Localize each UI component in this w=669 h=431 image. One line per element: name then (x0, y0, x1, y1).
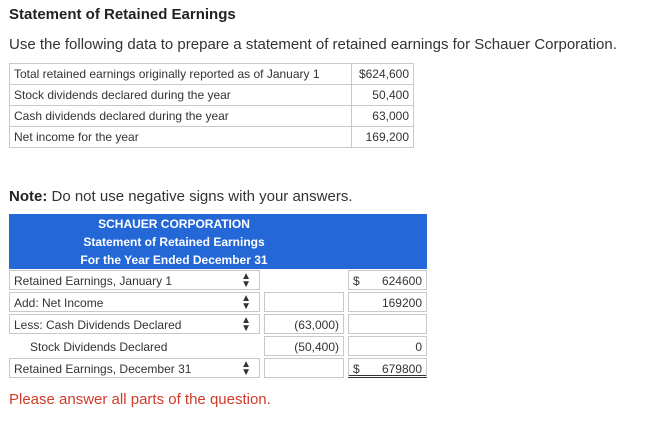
amount-input-col1[interactable] (264, 358, 344, 378)
data-label: Cash dividends declared during the year (10, 106, 352, 127)
amount-input-col1[interactable] (264, 292, 344, 312)
statement-row (9, 357, 427, 379)
data-label: Stock dividends declared during the year (10, 85, 352, 106)
account-label-text: Stock Dividends Declared (30, 340, 168, 354)
amount-input-col1[interactable]: (63,000) (264, 314, 344, 334)
statement-row (9, 269, 427, 291)
table-row (10, 64, 414, 85)
instructions-text: Use the following data to prepare a statement of retained earnings for Schauer Corporation. (9, 36, 617, 53)
note-text (9, 188, 352, 205)
dollar-sign: $ (353, 362, 360, 376)
amount-input-col1[interactable] (264, 270, 344, 290)
amount-value: 679800 (381, 362, 422, 376)
statement-name: Statement of Retained Earnings (83, 235, 265, 249)
account-select-value: Less: Cash Dividends Declared (14, 318, 182, 332)
statement-header (9, 214, 427, 269)
statement-row (9, 291, 427, 313)
note-body: Do not use negative signs with your answers. (47, 188, 353, 205)
dollar-sign: $ (353, 274, 360, 288)
amount-input-col1[interactable]: (50,400) (264, 336, 344, 356)
amount-value: 624600 (381, 274, 422, 288)
account-label (9, 336, 260, 356)
data-value: 63,000 (352, 106, 414, 127)
statement-period: For the Year Ended December 31 (80, 253, 268, 267)
account-select-value: Retained Earnings, December 31 (14, 362, 192, 376)
account-select[interactable] (9, 270, 260, 290)
account-select-value: Retained Earnings, January 1 (14, 274, 173, 288)
amount-input-col2[interactable] (348, 314, 427, 334)
data-value: 169,200 (352, 127, 414, 148)
account-select[interactable] (9, 314, 260, 334)
amount-input-col2[interactable] (348, 358, 427, 378)
up-down-arrows-icon: ▲ ▼ (241, 359, 251, 378)
up-down-arrows-icon: ▲ ▼ (241, 271, 251, 290)
up-down-arrows-icon: ▲ ▼ (241, 315, 251, 334)
warning-text: Please answer all parts of the question. (9, 391, 271, 408)
table-row (10, 85, 414, 106)
statement-row (9, 313, 427, 335)
amount-input-col2[interactable] (348, 270, 427, 290)
account-select[interactable] (9, 358, 260, 378)
statement-row (9, 335, 427, 357)
amount-value: 169200 (381, 296, 422, 310)
given-data-table (9, 63, 414, 148)
up-down-arrows-icon: ▲ ▼ (241, 293, 251, 312)
table-row (10, 127, 414, 148)
statement-body (9, 269, 427, 379)
page-title: Statement of Retained Earnings (9, 6, 236, 23)
account-select[interactable] (9, 292, 260, 312)
account-select-value: Add: Net Income (14, 296, 104, 310)
amount-value: 0 (415, 340, 422, 354)
data-label: Total retained earnings originally reported as of January 1 (10, 64, 352, 85)
amount-input-col2[interactable] (348, 292, 427, 312)
note-label: Note: (9, 188, 48, 205)
data-value: 50,400 (352, 85, 414, 106)
company-name: SCHAUER CORPORATION (98, 217, 250, 231)
amount-input-col2[interactable] (348, 336, 427, 356)
data-value: $624,600 (352, 64, 414, 85)
table-row (10, 106, 414, 127)
data-label: Net income for the year (10, 127, 352, 148)
